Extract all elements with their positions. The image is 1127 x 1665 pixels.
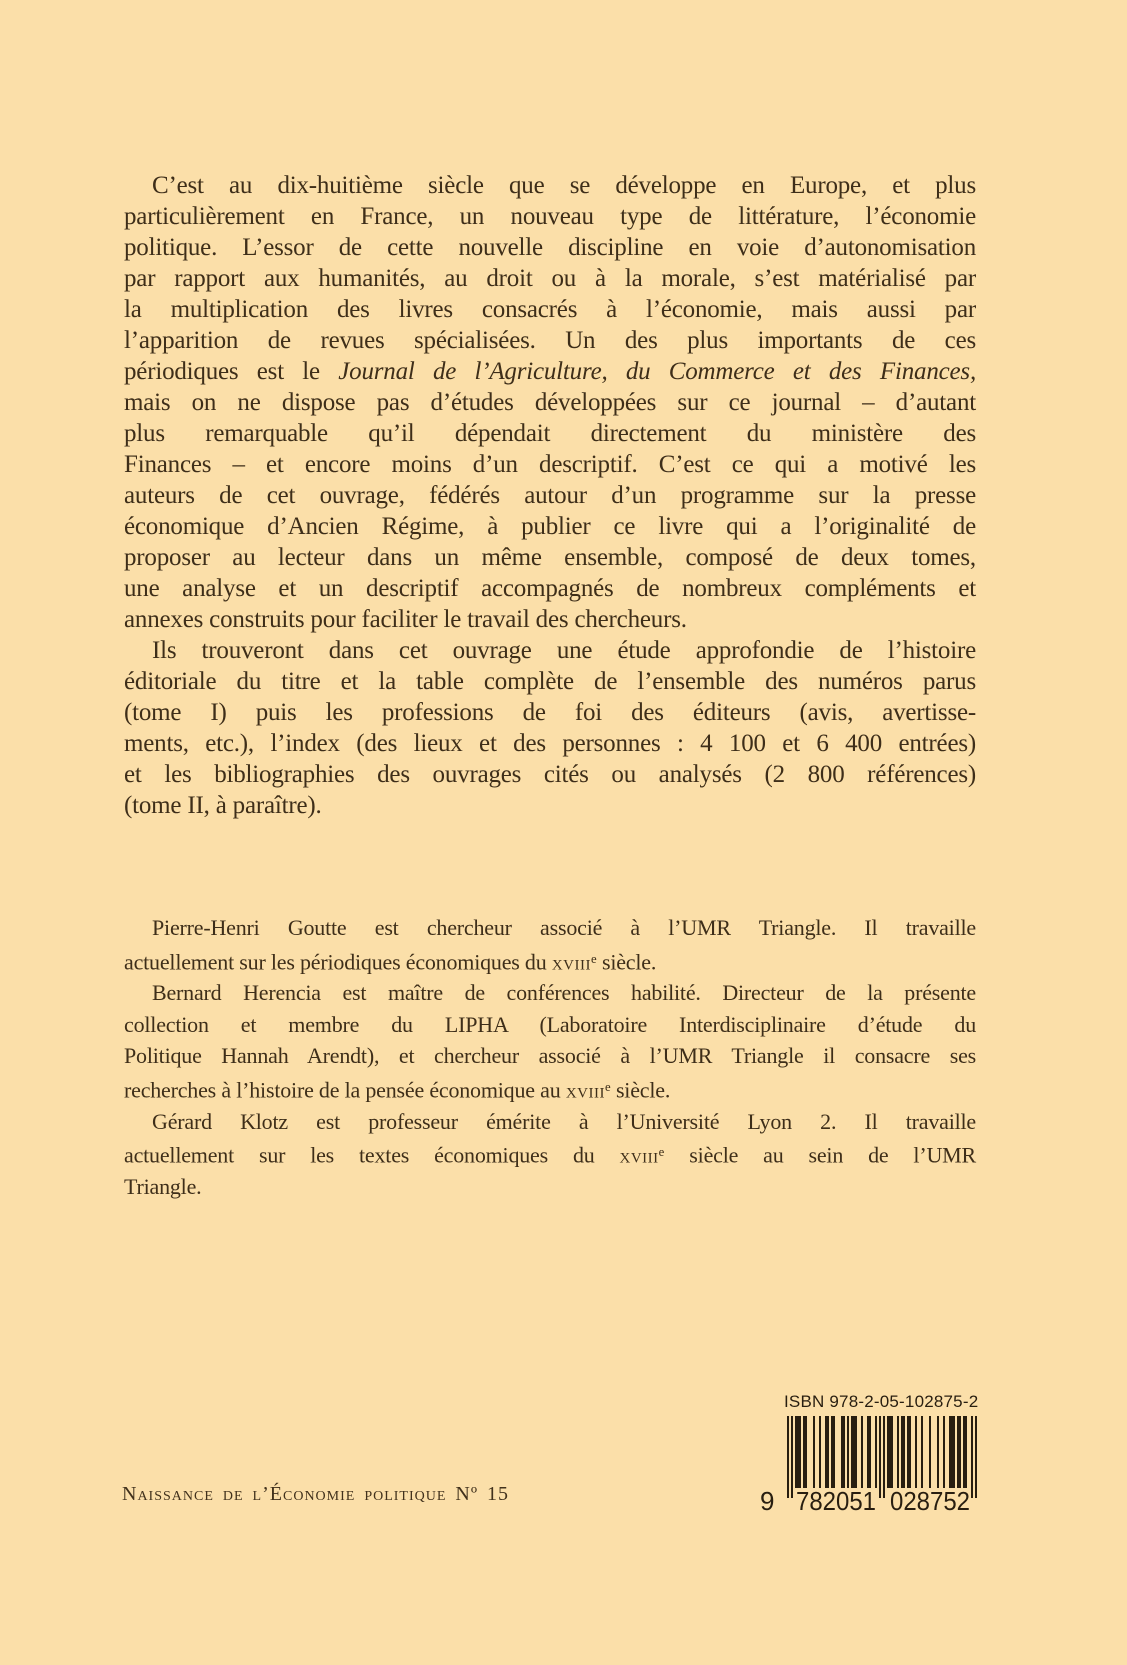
barcode-bar bbox=[787, 1416, 789, 1498]
text-line bbox=[124, 201, 976, 232]
barcode-bar bbox=[847, 1416, 849, 1488]
text-segment: l’apparition de revues spécialisées. Un des plus importants de ces bbox=[124, 327, 976, 354]
paragraph bbox=[124, 635, 976, 821]
text-segment: proposer au lecteur dans un même ensemble, composé de deux tomes, bbox=[124, 544, 976, 571]
text-segment: particulièrement en France, un nouveau type de littérature, l’économie bbox=[124, 203, 976, 230]
barcode-bar bbox=[825, 1416, 827, 1488]
author-bios-block bbox=[124, 912, 976, 1203]
text-line bbox=[124, 604, 976, 635]
blurb-text-block bbox=[124, 170, 976, 821]
barcode-bar bbox=[949, 1416, 951, 1488]
text-segment: plus remarquable qu’il dépendait directement du ministère des bbox=[124, 420, 976, 447]
text-line bbox=[124, 912, 976, 944]
text-line bbox=[124, 728, 976, 759]
barcode-bar bbox=[957, 1416, 959, 1488]
text-line bbox=[124, 449, 976, 480]
text-segment: xviii bbox=[619, 1142, 659, 1168]
barcode-bar bbox=[901, 1416, 903, 1488]
text-segment: siècle. bbox=[610, 1077, 671, 1103]
barcode-bar bbox=[799, 1416, 801, 1488]
text-segment: siècle. bbox=[596, 948, 657, 974]
barcode-bar bbox=[795, 1416, 797, 1488]
text-segment: Politique Hannah Arendt), et chercheur associé à l’UMR Triangle il consacre ses bbox=[124, 1043, 976, 1069]
text-line bbox=[124, 542, 976, 573]
barcode-bar bbox=[883, 1416, 885, 1498]
paragraph bbox=[124, 1106, 976, 1203]
paragraph bbox=[124, 912, 976, 977]
text-segment: et les bibliographies des ouvrages cités ou analysés (2 800 références) bbox=[124, 761, 976, 788]
text-segment: Bernard Herencia est maître de conférences habilité. Directeur de la présente bbox=[152, 980, 976, 1006]
text-line bbox=[124, 170, 976, 201]
text-segment: Triangle. bbox=[124, 1174, 202, 1200]
barcode-bar bbox=[975, 1416, 977, 1498]
text-line bbox=[124, 573, 976, 604]
text-line bbox=[124, 232, 976, 263]
text-line bbox=[124, 635, 976, 666]
text-segment: e bbox=[658, 1145, 665, 1160]
barcode-bar bbox=[853, 1416, 855, 1488]
text-line bbox=[124, 1106, 976, 1138]
text-segment: ments, etc.), l’index (des lieux et des personnes : 4 100 et 6 400 entrées) bbox=[124, 730, 976, 757]
barcode-bar bbox=[791, 1416, 793, 1498]
text-segment: Ils trouveront dans cet ouvrage une étude approfondie de l’histoire bbox=[152, 637, 976, 664]
text-segment: xviii bbox=[551, 948, 591, 974]
text-line bbox=[124, 759, 976, 790]
text-line bbox=[124, 294, 976, 325]
barcode-bar bbox=[953, 1416, 955, 1488]
text-segment: e bbox=[604, 1079, 611, 1094]
text-segment: éditoriale du titre et la table complète de l’ensemble des numéros parus bbox=[124, 668, 976, 695]
barcode-bar bbox=[915, 1416, 917, 1488]
text-line bbox=[124, 263, 976, 294]
text-line bbox=[124, 944, 976, 978]
text-segment: Finances – et encore moins d’un descriptif. C’est ce qui a motivé les bbox=[124, 451, 976, 478]
barcode-bar bbox=[831, 1416, 833, 1488]
text-line bbox=[124, 697, 976, 728]
barcode-bar bbox=[971, 1416, 973, 1498]
barcode-digits: 9 bbox=[760, 1486, 775, 1514]
text-line bbox=[124, 1072, 976, 1106]
barcode-bar bbox=[803, 1416, 805, 1488]
text-segment: actuellement sur les textes économiques du bbox=[124, 1142, 620, 1168]
text-segment: la multiplication des livres consacrés à l’économie, mais aussi par bbox=[124, 296, 976, 323]
barcode-bar bbox=[841, 1416, 843, 1488]
text-segment: recherches à l’histoire de la pensée économique au bbox=[124, 1077, 566, 1103]
text-line bbox=[124, 511, 976, 542]
barcode-bar bbox=[965, 1416, 967, 1488]
text-line bbox=[124, 356, 976, 387]
barcode-bar bbox=[921, 1416, 923, 1488]
text-line bbox=[124, 1040, 976, 1072]
barcode-bar bbox=[861, 1416, 863, 1488]
barcode-bar bbox=[843, 1416, 845, 1488]
ean13-barcode bbox=[750, 1414, 990, 1514]
barcode-bar bbox=[797, 1416, 799, 1488]
text-segment: Pierre-Henri Goutte est chercheur associé à l’UMR Triangle. Il travaille bbox=[152, 915, 976, 940]
text-line bbox=[124, 325, 976, 356]
text-line bbox=[124, 1137, 976, 1171]
barcode-bar bbox=[879, 1416, 881, 1498]
barcode-bar bbox=[867, 1416, 869, 1488]
text-segment: C’est au dix-huitième siècle que se développe en Europe, et plus bbox=[152, 172, 976, 199]
barcode-bar bbox=[869, 1416, 871, 1488]
text-line bbox=[124, 790, 976, 821]
barcode-bar bbox=[943, 1416, 945, 1488]
barcode-bar bbox=[959, 1416, 961, 1488]
isbn-label: ISBN 978-2-05-102875-2 bbox=[784, 1392, 979, 1411]
barcode-bar bbox=[887, 1416, 889, 1488]
barcode-bar bbox=[897, 1416, 899, 1488]
barcode-bar bbox=[891, 1416, 893, 1488]
paragraph bbox=[124, 977, 976, 1105]
text-segment: annexes construits pour faciliter le travail des chercheurs. bbox=[124, 606, 687, 633]
text-segment: collection et membre du LIPHA (Laboratoire Interdisciplinaire d’étude du bbox=[124, 1011, 976, 1037]
text-segment: e bbox=[591, 951, 597, 966]
text-segment: une analyse et un descriptif accompagnés de nombreux compléments et bbox=[124, 575, 976, 602]
series-title: Naissance de l’Économie politique Nº 15 bbox=[122, 1483, 510, 1505]
text-line bbox=[124, 1171, 976, 1203]
journal-title-italic: Journal de l’Agriculture, du Commerce et des Finances, bbox=[338, 358, 976, 385]
text-segment: (tome I) puis les professions de foi des éditeurs (avis, avertisse- bbox=[124, 699, 976, 726]
text-segment: (tome II, à paraître). bbox=[124, 792, 322, 819]
barcode-bar bbox=[963, 1416, 965, 1488]
text-line bbox=[124, 480, 976, 511]
text-line bbox=[124, 977, 976, 1009]
text-line bbox=[124, 666, 976, 697]
text-segment: xviii bbox=[565, 1077, 605, 1103]
barcode-bar bbox=[851, 1416, 853, 1488]
barcode-bar bbox=[805, 1416, 807, 1488]
barcode-bar bbox=[875, 1416, 877, 1488]
text-segment: économique d’Ancien Régime, à publier ce livre qui a l’originalité de bbox=[124, 513, 976, 540]
barcode-bar bbox=[951, 1416, 953, 1488]
text-line bbox=[124, 418, 976, 449]
text-line bbox=[124, 1009, 976, 1041]
barcode-digits: 782051 bbox=[796, 1486, 876, 1514]
barcode-bar bbox=[827, 1416, 829, 1488]
barcode-bar bbox=[833, 1416, 835, 1488]
barcode-bar bbox=[903, 1416, 905, 1488]
paragraph bbox=[124, 170, 976, 635]
text-segment: siècle au sein de l’UMR bbox=[664, 1142, 976, 1168]
barcode-bar bbox=[889, 1416, 891, 1488]
text-segment: politique. L’essor de cette nouvelle discipline en voie d’autonomisation bbox=[124, 234, 976, 261]
text-segment: actuellement sur les périodiques économiques du bbox=[124, 948, 552, 974]
barcode-bar bbox=[907, 1416, 909, 1488]
barcode-digits: 028752 bbox=[890, 1486, 970, 1514]
text-segment: auteurs de cet ouvrage, fédérés autour d’un programme sur la presse bbox=[124, 482, 976, 509]
text-segment: par rapport aux humanités, au droit ou à la morale, s’est matérialisé par bbox=[124, 265, 976, 292]
text-segment: Gérard Klotz est professeur émérite à l’Université Lyon 2. Il travaille bbox=[152, 1108, 976, 1134]
barcode-bar bbox=[937, 1416, 939, 1488]
barcode-bar bbox=[929, 1416, 931, 1488]
barcode-bar bbox=[909, 1416, 911, 1488]
barcode-bar bbox=[813, 1416, 815, 1488]
text-segment: périodiques est le bbox=[124, 358, 339, 385]
barcode-bar bbox=[819, 1416, 821, 1488]
text-line bbox=[124, 387, 976, 418]
text-segment: mais on ne dispose pas d’études développées sur ce journal – d’autant bbox=[124, 389, 976, 416]
barcode-bar bbox=[855, 1416, 857, 1488]
